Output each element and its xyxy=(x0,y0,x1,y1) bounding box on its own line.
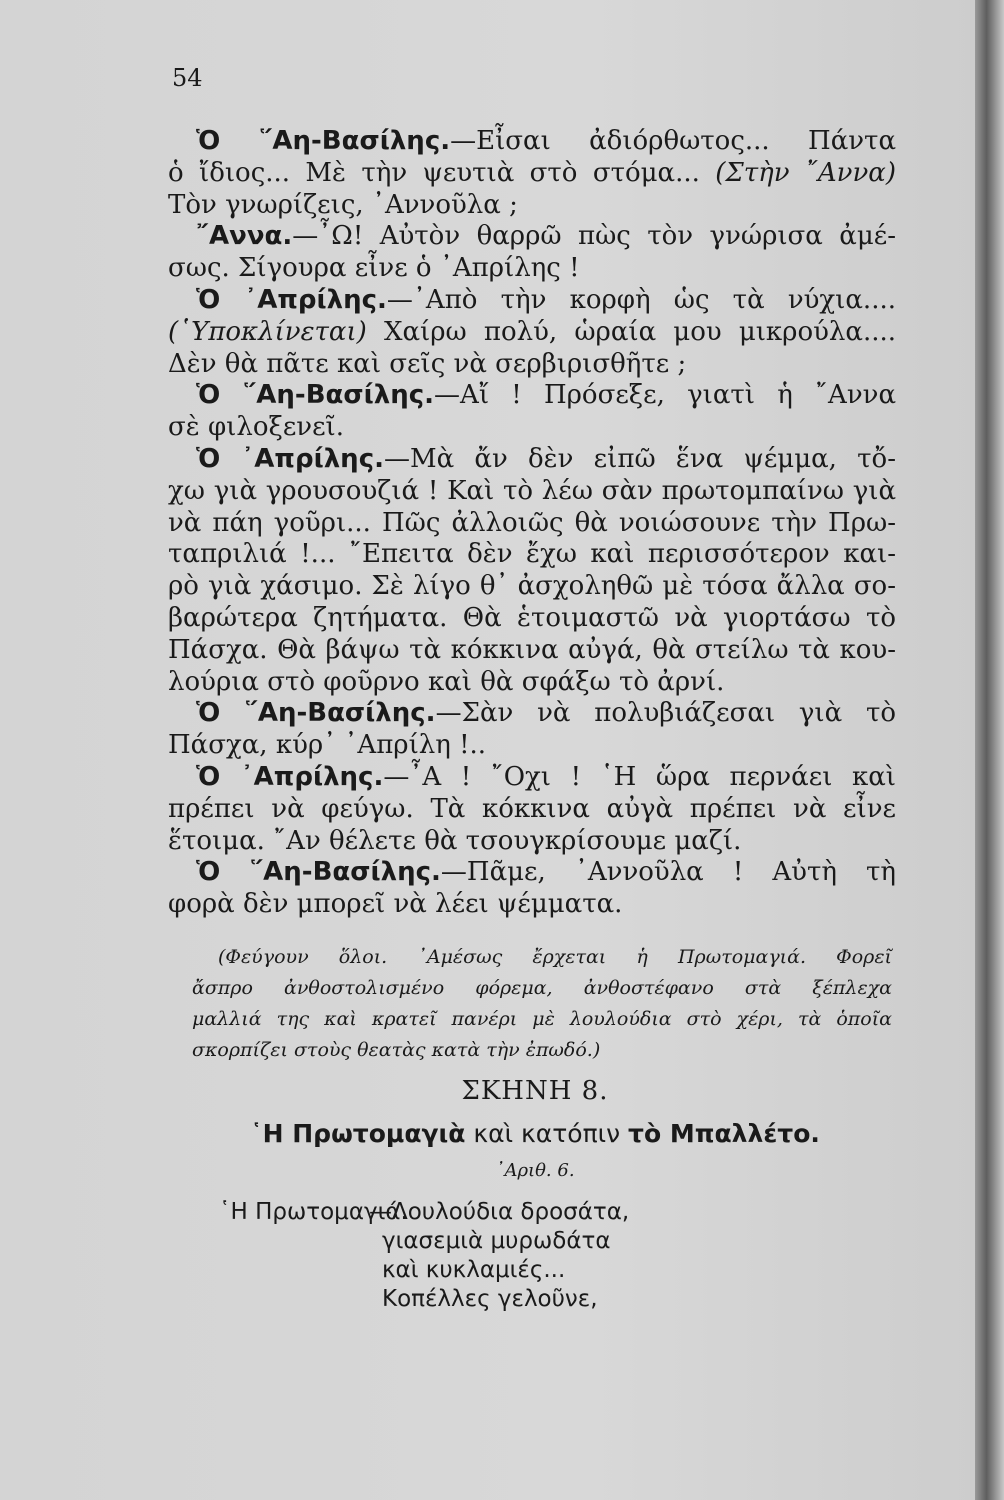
dialogue-line xyxy=(168,475,896,508)
line-text: ἕτοιμα. ῎Αν θέλετε θὰ τσουγκρίσουμε μαζί. xyxy=(168,825,742,856)
line-text: —Πᾶμε, ᾿Αννοῦλα ! Αὐτὴ τὴ xyxy=(440,857,896,888)
speaker-name: Ὁ ῞Αη-Βασίλης. xyxy=(196,126,451,156)
dialogue-line xyxy=(196,856,896,889)
dialogue-line xyxy=(168,252,896,285)
scene-title-part2: καὶ κατόπιν xyxy=(473,1119,621,1148)
line-text: νὰ πάη γοῦρι... Πῶς ἀλλοιῶς θὰ νοιώσουνε τὴν Πρω- xyxy=(168,507,896,538)
inline-stage-direction: (῾Υποκλίνεται) xyxy=(168,316,367,347)
inline-stage-direction: (Στὴν ῎Αννα) xyxy=(715,157,896,188)
number-label: ᾿Αριθ. 6. xyxy=(495,1160,575,1181)
line-text: —᾿Απὸ τὴν κορφὴ ὡς τὰ νύχια.... xyxy=(386,285,896,315)
line-text: ρὸ γιὰ χάσιμο. Σὲ λίγο θ᾿ ἀσχοληθῶ μὲ τόσα ἄλλα σο- xyxy=(168,571,896,602)
dialogue-line xyxy=(168,602,896,635)
speaker-name: Ὁ ᾿Απρίλης. xyxy=(196,444,384,474)
line-text: —῏Ω! Αὐτὸν θαρρῶ πὼς τὸν γνώρισα ἀμέ- xyxy=(292,221,896,252)
dialogue-line xyxy=(168,538,896,571)
stage-direction-line: ἄσπρο ἀνθοστολισμένο φόρεμα, ἀνθοστέφανο στὰ ξέπλεχα xyxy=(192,977,892,999)
speaker-name: Ὁ ῞Αη-Βασίλης. xyxy=(196,380,435,411)
dialogue-line xyxy=(168,507,896,540)
dialogue-line xyxy=(196,125,896,158)
line-text: Δὲν θὰ πᾶτε καὶ σεῖς νὰ σερβιρισθῆτε ; xyxy=(168,348,687,379)
line-text: βαρώτερα ζητήματα. Θὰ ἑτοιμαστῶ νὰ γιορτάσω τὸ xyxy=(168,603,896,633)
line-text: —Εἶσαι ἀδιόρθωτος... Πάντα xyxy=(450,126,896,156)
line-text: —Μὰ ἄν δὲν εἰπῶ ἕνα ψέμμα, τὄ- xyxy=(383,444,896,474)
song-line: καὶ κυκλαμιές... xyxy=(382,1257,566,1283)
speaker-name: Ὁ ᾿Απρίλης. xyxy=(196,762,384,792)
line-text: —Σὰν νὰ πολυβιάζεσαι γιὰ τὸ xyxy=(435,698,896,729)
line-text: Πάσχα, κύρ᾿ ᾿Απρίλη !.. xyxy=(168,730,487,761)
dialogue-line xyxy=(196,220,896,253)
line-text: Χαίρω πολύ, ὡραία μου μικρούλα.... xyxy=(383,316,897,347)
dialogue-line xyxy=(196,697,896,730)
dialogue-line xyxy=(168,316,896,349)
song-line: γιασεμιὰ μυρωδάτα xyxy=(382,1228,611,1254)
page-edge xyxy=(975,0,1004,1500)
song-speaker: ῾Η Πρωτομαγιά. xyxy=(219,1199,408,1225)
speaker-name: Ὁ ᾿Απρίλης. xyxy=(196,285,387,315)
line-text: —Αἴ ! Πρόσεξε, γιατὶ ἡ ῎Αννα xyxy=(434,380,897,411)
stage-direction-line: σκορπίζει στοὺς θεατὰς κατὰ τὴν ἐπωδό.) xyxy=(192,1039,601,1061)
dialogue-line xyxy=(196,379,896,412)
line-text: —῏Α ! ῎Οχι ! ῾Η ὥρα περνάει καὶ xyxy=(383,762,896,792)
dialogue-line xyxy=(168,157,896,190)
speaker-name: Ὁ ῞Αη-Βασίλης. xyxy=(196,857,441,888)
scene-title-part1: ῾Η Πρωτομαγιὰ xyxy=(250,1119,466,1148)
line-text: πρέπει νὰ φεύγω. Τὰ κόκκινα αὐγὰ πρέπει νὰ εἶνε xyxy=(168,793,896,824)
line-text: ὁ ἴδιος... Μὲ τὴν ψευτιὰ στὸ στόμα... xyxy=(168,157,700,188)
dialogue-line xyxy=(168,793,896,826)
speaker-name: Ὁ ῞Αη-Βασίλης. xyxy=(196,698,436,729)
song-line: —Λουλούδια δροσάτα, xyxy=(369,1199,630,1225)
dialogue-line xyxy=(168,888,896,921)
line-text: φορὰ δὲν μπορεῖ νὰ λέει ψέμματα. xyxy=(168,889,623,920)
dialogue-line xyxy=(168,634,896,667)
dialogue-line xyxy=(168,825,896,858)
dialogue-line xyxy=(196,284,896,317)
dialogue-line xyxy=(196,443,896,476)
line-text: σὲ φιλοξενεῖ. xyxy=(168,412,345,443)
line-text: χω γιὰ γρουσουζιά ! Καὶ τὸ λέω σὰν πρωτομπαίνω γιὰ xyxy=(168,475,896,506)
dialogue-line xyxy=(168,570,896,603)
dialogue-line xyxy=(168,666,896,699)
page-number: 54 xyxy=(172,64,203,92)
line-text: λούρια στὸ φοῦρνο καὶ θὰ σφάξω τὸ ἀρνί. xyxy=(168,666,725,697)
line-text: ταπριλιά !... ῎Επειτα δὲν ἔχω καὶ περισσότερον και- xyxy=(168,539,896,570)
dialogue-line xyxy=(196,761,896,794)
scene-title-part3: τὸ Μπαλλέτο. xyxy=(628,1119,820,1148)
stage-direction-line: (Φεύγουν ὅλοι. ᾿Αμέσως ἔρχεται ἡ Πρωτομαγιά. Φορεῖ xyxy=(218,946,892,968)
dialogue-line xyxy=(168,729,896,762)
scene-title xyxy=(150,1119,920,1148)
dialogue-line xyxy=(168,189,896,222)
speaker-name: ῎Αννα. xyxy=(196,221,293,252)
dialogue-line xyxy=(168,411,896,444)
song-line: Κοπέλλες γελοῦνε, xyxy=(382,1286,598,1312)
dialogue-line xyxy=(168,348,896,381)
line-text: σως. Σίγουρα εἶνε ὁ ᾿Απρίλης ! xyxy=(168,253,580,284)
line-text: Τὸν γνωρίζεις, ᾿Αννοῦλα ; xyxy=(168,189,518,220)
stage-direction-line: μαλλιά της καὶ κρατεῖ πανέρι μὲ λουλούδια στὸ χέρι, τὰ ὁποῖα xyxy=(192,1008,892,1030)
line-text: Πάσχα. Θὰ βάψω τὰ κόκκινα αὐγά, θὰ στείλω τὰ κου- xyxy=(168,634,896,665)
scene-heading: ΣΚΗΝΗ 8. xyxy=(461,1076,609,1106)
